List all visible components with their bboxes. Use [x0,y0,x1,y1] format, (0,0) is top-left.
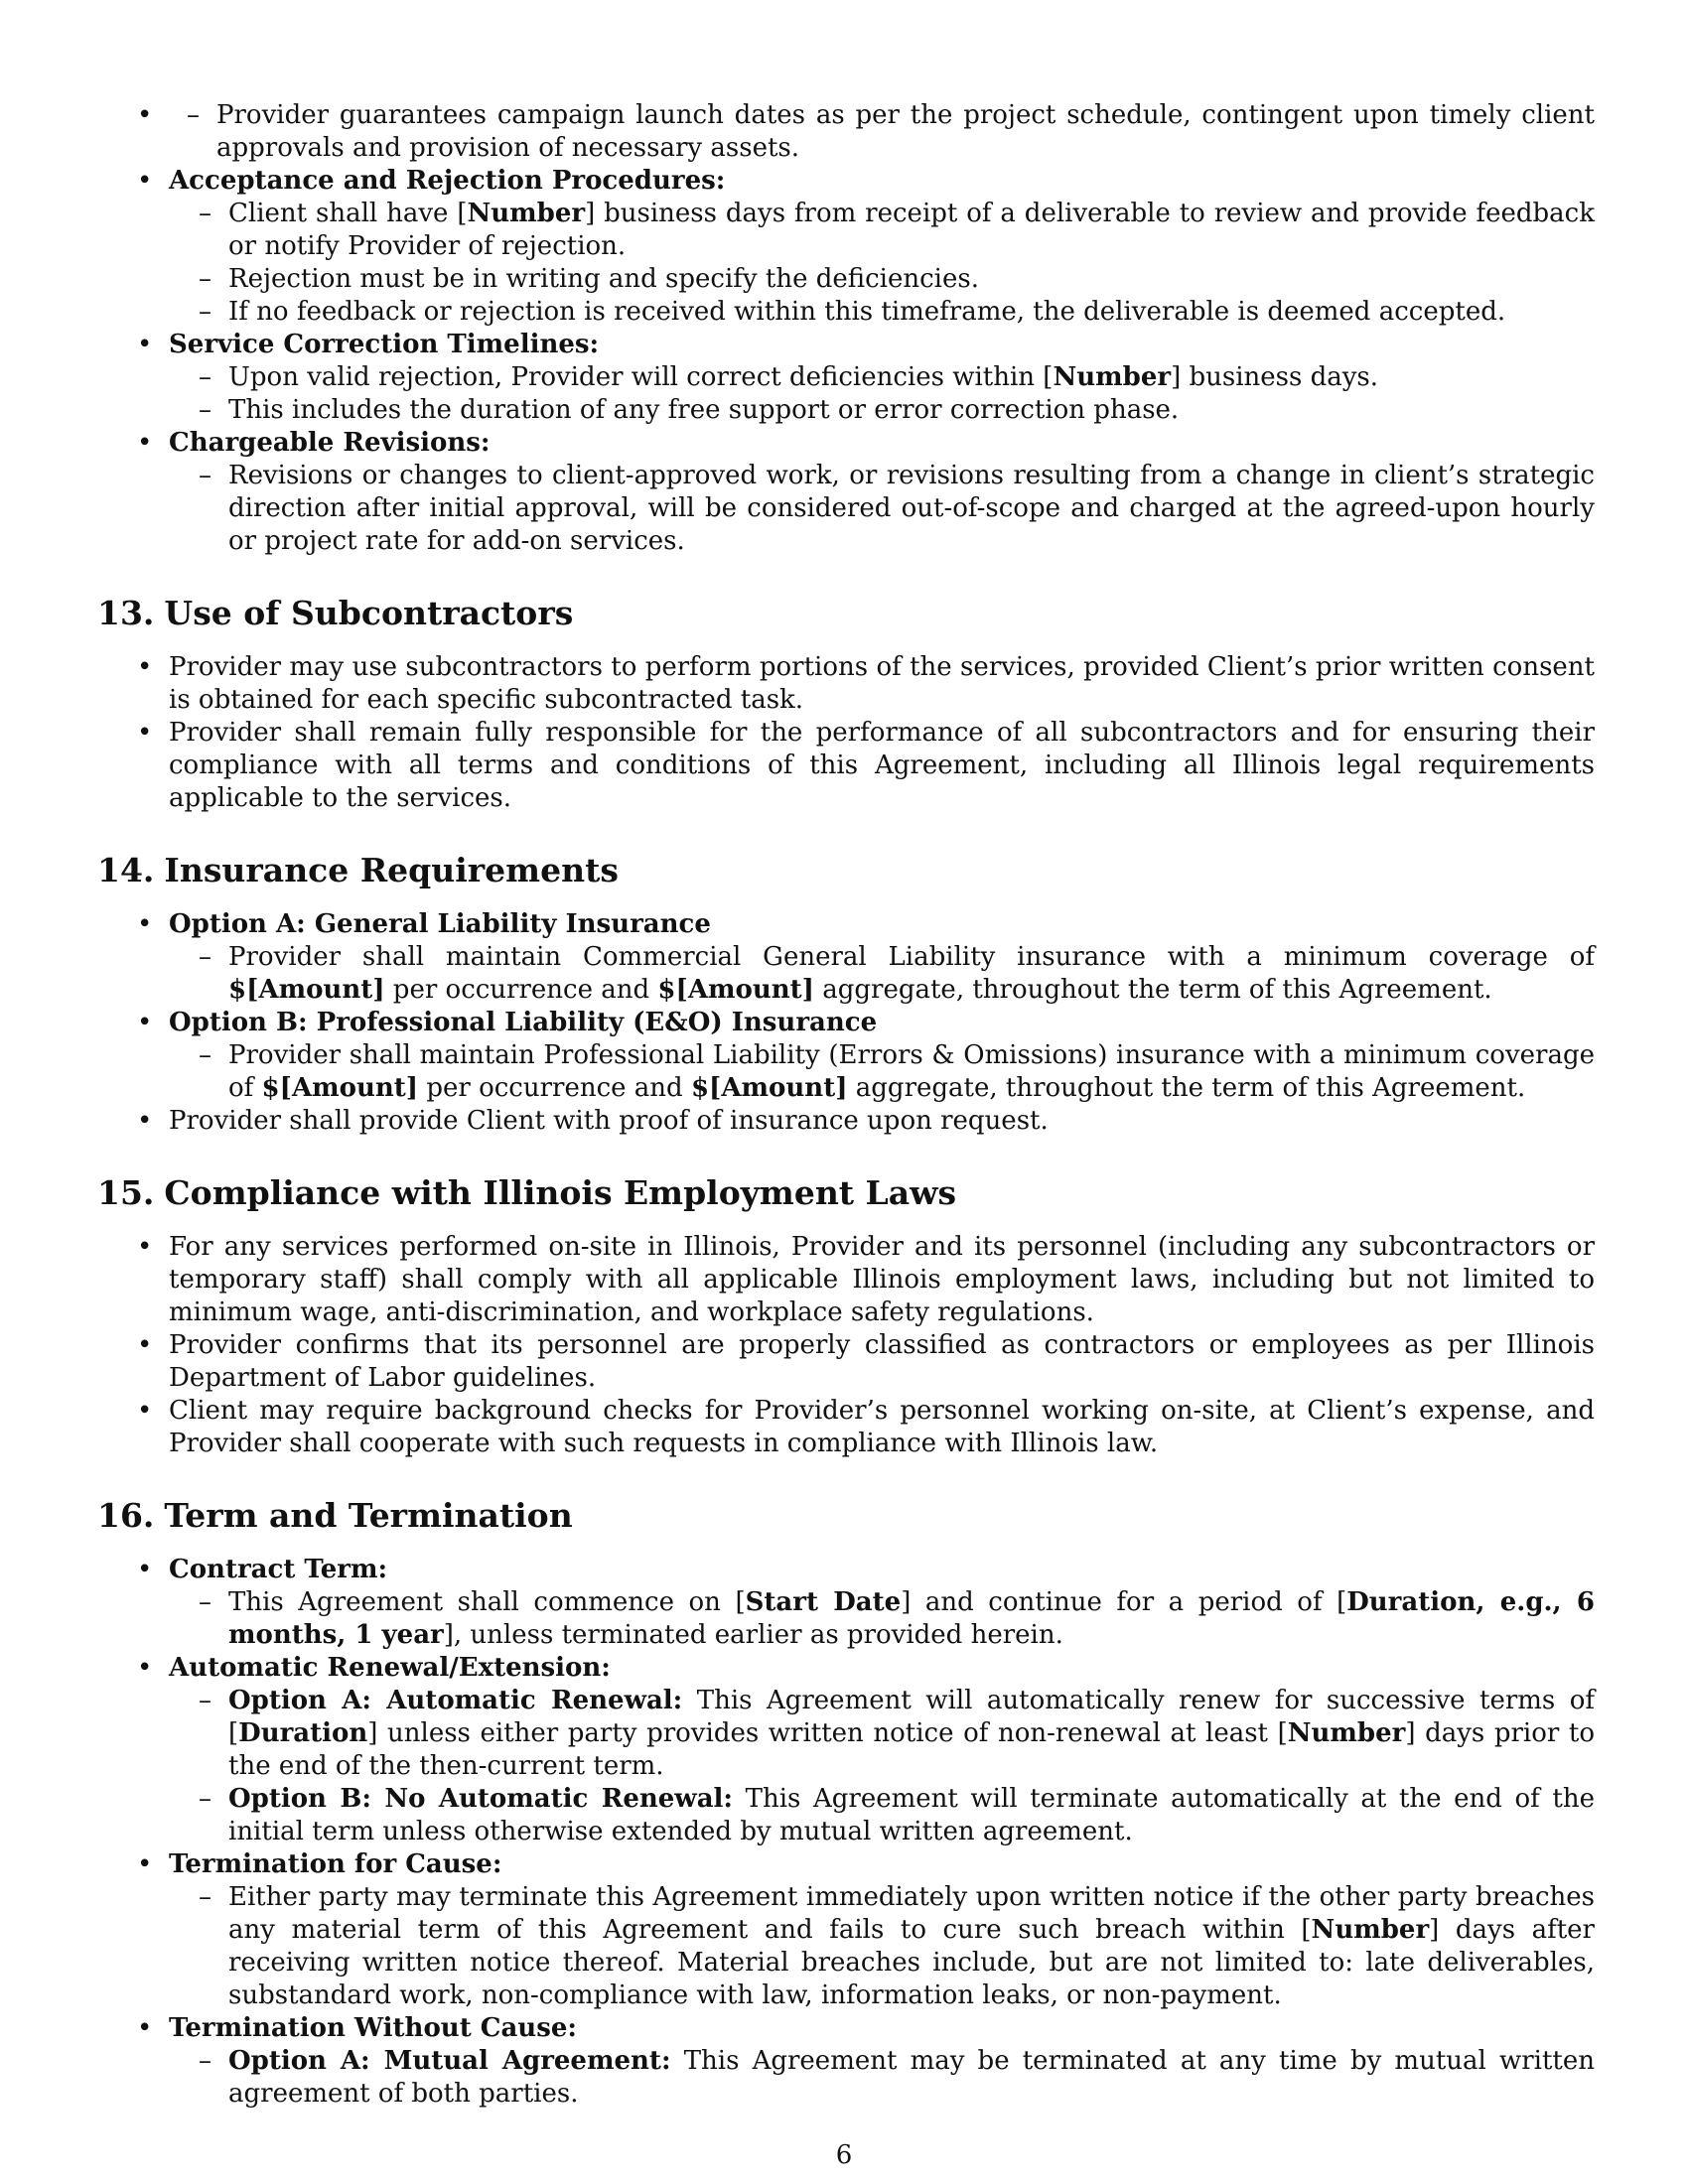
section-14-heading: 14. Insurance Requirements [97,851,619,889]
list-item: • Provider shall remain fully responsible for the performance of all subcontractors and for ensuring their compliance with all terms and conditions of this Agreement, including all Illinois legal requirements applicable to the services. [97,717,1595,815]
list-item [97,1848,1595,2012]
section-13-heading: 13. Use of Subcontractors [97,594,574,632]
page-number: 6 [835,2140,853,2170]
list-item [97,908,1595,1007]
sub-list-item: – • Provider guarantees campaign launch dates as per the project schedule, contingent upon timely client approvals and provision of necessary assets. [157,99,1595,165]
section-16-heading: 16. Term and Termination [97,1496,573,1535]
list-item [97,1007,1595,1105]
list-item [97,1652,1595,1848]
list-item [97,165,1595,329]
section-13-list [97,651,1595,815]
list-item [97,99,1595,165]
sub-list-item: – Option B: No Automatic Renewal: This Agreement will terminate automatically at the end of the initial term unless otherwise extended by mutual written agreement. [169,1783,1595,1848]
sub-list-item: – If no feedback or rejection is received within this timeframe, the deliverable is deemed accepted. [169,296,1595,329]
item-lead: Contract Term: [169,1555,388,1584]
list-item: • For any services performed on-site in Illinois, Provider and its personnel (including any subcontractors or temporary staff) shall comply with all applicable Illinois employment laws, including but not limited to minimum wage, anti-discrimination, and workplace safety regulations. [97,1231,1595,1329]
item-lead: Acceptance and Rejection Procedures: [169,166,726,196]
list-item: • Provider confirms that its personnel are properly classified as contractors or employees as per Illinois Department of Labor guidelines. [97,1329,1595,1395]
section-15-list [97,1231,1595,1460]
list-item [97,329,1595,427]
item-lead: Chargeable Revisions: [169,428,491,458]
section-15-heading: 15. Compliance with Illinois Employment Laws [97,1173,957,1212]
list-item: • Provider may use subcontractors to perform portions of the services, provided Client’s prior written consent is obtained for each specific subcontracted task. [97,651,1595,717]
sub-list-item: – This Agreement shall commence on [Start Date] and continue for a period of [Duration, e.g., 6 months, 1 year], unless terminated earlier as provided herein. [169,1586,1595,1652]
section-14-list [97,908,1595,1138]
page-content [97,99,1595,2111]
section-16-list [97,1554,1595,2111]
item-lead: Termination Without Cause: [169,2013,577,2043]
sub-list-item: – Client shall have [Number] business days from receipt of a deliverable to review and provide feedback or notify Provider of rejection. [169,198,1595,263]
item-lead: Option A: General Liability Insurance [169,909,711,939]
sub-list-item: – Provider shall maintain Commercial General Liability insurance with a minimum coverage of $[Amount] per occurrence and $[Amount] aggregate, throughout the term of this Agreement. [169,941,1595,1007]
sub-list-item: – Option A: Mutual Agreement: This Agreement may be terminated at any time by mutual written agreement of both parties. [169,2045,1595,2111]
sub-list-item: – This includes the duration of any free support or error correction phase. [169,394,1595,427]
sub-list-item: – Either party may terminate this Agreement immediately upon written notice if the other party breaches any material term of this Agreement and fails to cure such breach within [Number] days after receiving written notice thereof. Material breaches include, but are not limited to: late deliverables, substandard work, non-compliance with law, information leaks, or non-payment. [169,1881,1595,2012]
section-12-continuation [97,99,1595,558]
sub-list-item: – Rejection must be in writing and specify the deficiencies. [169,263,1595,296]
sub-list-item: – Revisions or changes to client-approved work, or revisions resulting from a change in client’s strategic direction after initial approval, will be considered out-of-scope and charged at the agreed-upon hourly or project rate for add-on services. [169,460,1595,558]
list-item: • Client may require background checks for Provider’s personnel working on-site, at Client’s expense, and Provider shall cooperate with such requests in compliance with Illinois law. [97,1395,1595,1460]
list-item: • Provider shall provide Client with proof of insurance upon request. [97,1105,1595,1138]
item-lead: Option B: Professional Liability (E&O) Insurance [169,1008,878,1037]
list-item [97,427,1595,558]
list-item [97,1554,1595,1652]
item-lead: Automatic Renewal/Extension: [169,1653,611,1683]
list-item [97,2012,1595,2111]
sub-list-item: – Option A: Automatic Renewal: This Agreement will automatically renew for successive terms of [Duration] unless either party provides written notice of non-renewal at least [Number] days prior to the end of the then-current term. [169,1685,1595,1783]
sub-list-item: – Upon valid rejection, Provider will correct deficiencies within [Number] business days. [169,361,1595,394]
item-lead: Termination for Cause: [169,1849,502,1879]
sub-list-item: – Provider shall maintain Professional Liability (Errors & Omissions) insurance with a minimum coverage of $[Amount] per occurrence and $[Amount] aggregate, throughout the term of this Agreement. [169,1039,1595,1105]
item-lead: Service Correction Timelines: [169,330,600,359]
